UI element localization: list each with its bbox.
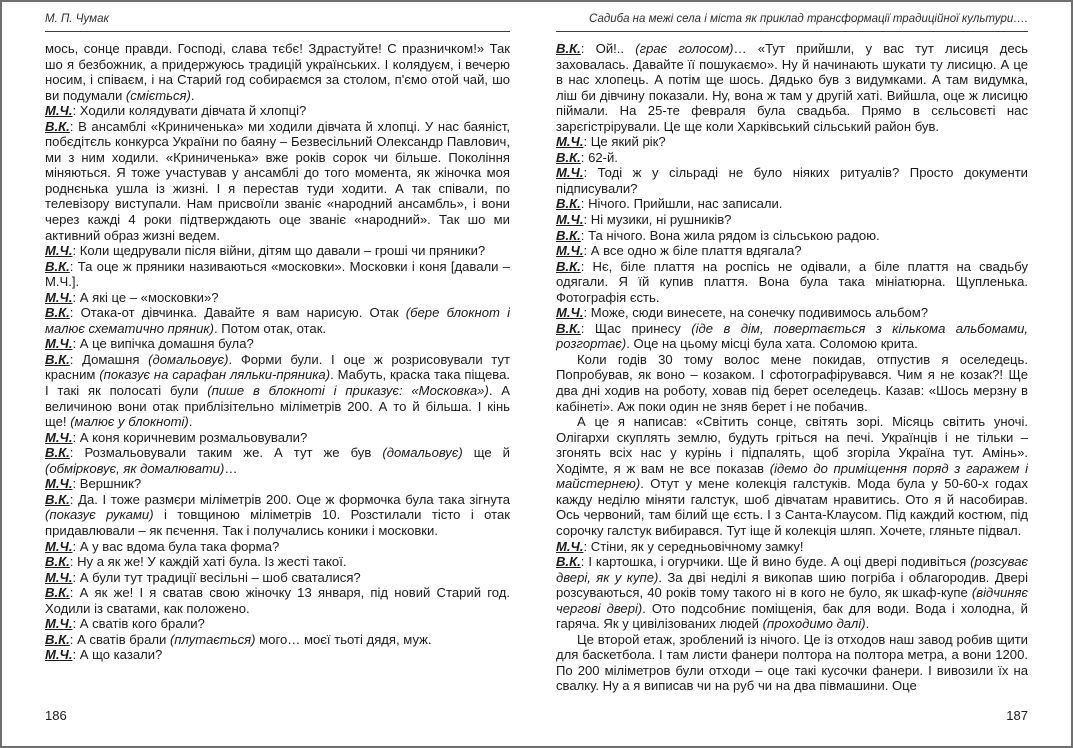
dialogue-text: Отака-от дівчинка. Давайте я вам нарисую. Отак <box>80 305 406 321</box>
paragraph: М.Ч.: Ходили колядувати дівчата й хлопці? <box>45 103 307 119</box>
dialogue-text: А були тут традиції весільні – шоб сваталися? <box>79 569 361 585</box>
paragraph: В.К.: А як же! І я сватав свою жіночку 13 января, під новий Старий год. Ходили із сватами, как положено. <box>45 585 510 616</box>
dialogue-text: А як же! І я сватав свою жіночку 13 января, під новий Старий год. Ходили із сватами, как положено. <box>45 585 510 616</box>
paragraph: В.К.: Да. І тоже размєри міліметрів 200. Оце ж формочка була така зігнута (показує руками) і товщиною міліметрів 10. Розстилали тісто і отак придавлювали – як пєчення. Так і получались коники і московки. <box>45 491 510 538</box>
dialogue-text: і товщиною міліметрів 10. Розстилали тісто і отак придавлювали – як пєчення. Так і получались коники і московки. <box>45 507 510 538</box>
paragraph: В.К.: Та оце ж пряники називаються «московки». Московки і коня [давали – М.Ч.]. <box>45 258 510 290</box>
dialogue-text: А сватів брали <box>77 631 170 647</box>
speaker-label: М.Ч. <box>556 134 584 150</box>
dialogue-text: Коли годів 30 тому волос мене покидав, отпустив я оселедець. Попробував, як воно – козаком. І сфотографірувався. Чим я не козак?! Ще два дні ходив на роботу, ховав під берет оселедець. Казав: «Шось мерзну в кабінеті». Аж поки один не зняв берет і не побачив. <box>556 351 1028 414</box>
running-head-left <box>45 13 510 32</box>
running-head-right <box>556 13 1028 32</box>
dialogue-text: Це який рік? <box>590 134 666 150</box>
paragraph: В.К.: І картошка, і огурчики. Ще й вино буде. А оці двері подивіться (розсуває двері, як у купе). За дві неділі я викопав шию погріба і облагородив. Двері розсуваються, 40 років тому такого ні в кого не було, як шкаф-купе (відчиняє чергові двері). Ото подсобниє поміщенія, бак для води. Вода і холодна, й гаряча. Як у цивілізованих людей (проходимо далі). <box>556 554 1028 632</box>
speaker-label: В.К. <box>556 227 581 243</box>
dialogue-text: . Оце на цьому місці була хата. Соломою крита. <box>626 336 918 352</box>
speaker-label: В.К. <box>556 320 581 336</box>
dialogue-text: В ансамблі «Криниченька» ми ходили дівчата й хлопці. У нас баяніст, побєдітєль конкурса України по баяну – Безвесільний Олександр Павлович, ми з ним ходили. «Криниченька» вже років сорок чи більше. Покоління міняються. Я тоже участував у ансамблі до того момента, як жіночка моя роднєнька ушла із жизні. І я перестав туди ходити. А так співали, по телевізору виступали. Нам присвоїли званіє «народний ансамбль», і вони через кажді 4 роки підтверждають оце званіє «народний». Так шо ми активний образ жизні ведем. <box>45 118 510 243</box>
stage-direction: (проходимо далі) <box>762 616 866 632</box>
stage-direction: (бере блокнот і малює схематично пряник) <box>45 305 510 336</box>
running-head-article-title: Садиба на межі села і міста як приклад трансформації традиційної культури…. <box>589 13 1028 25</box>
dialogue-text: Да. І тоже размєри міліметрів 200. Оце ж формочка була така зігнута <box>78 491 510 507</box>
speaker-label: М.Ч. <box>556 305 584 321</box>
speaker-label: В.К. <box>45 258 70 274</box>
stage-direction: (пише в блокноті і приказує: «Московка») <box>207 383 489 399</box>
speaker-label: М.Ч. <box>45 476 73 492</box>
dialogue-text: . За дві неділі я викопав шию погріба і облагородив. Двері розсуваються, 40 років тому такого ні в кого не було, як шкаф-купе <box>556 569 1028 601</box>
stage-direction: (домальовує) <box>148 351 229 367</box>
paragraph: М.Ч.: Ні музики, ні рушників? <box>556 212 732 228</box>
running-head-author: М. П. Чумак <box>45 13 109 25</box>
dialogue-text: Ні музики, ні рушників? <box>590 212 732 228</box>
paragraph: В.К.: Нє, біле плаття на роспісь не одівали, а біле плаття на свадьбу одягали. Я їй купив плаття. Вона була така мініатюрна. Щупленька. Фотографія єсть. <box>556 258 1028 305</box>
dialogue-text: . <box>190 87 195 103</box>
dialogue-text: . Отут у мене колекція галстуків. Мода була у 50-60-х годах кажду неділю міняти галстук, шоб дівчатам нравитись. Ото я й насобирав. Ось червоний, там білий ще єсть. І з Санта-Клаусом. Під каждий костюм, під сорочку галстук вибирався. Тут іще й колекція шляп. Хочете, гляньте підвал. <box>556 476 1028 538</box>
paragraph: В.К.: Нічого. Прийшли, нас записали. <box>556 196 783 212</box>
paragraph: В.К.: Отака-от дівчинка. Давайте я вам нарисую. Отак (бере блокнот і малює схематично пряник). Потом отак, отак. <box>45 305 510 336</box>
dialogue-text: . Мабуть, краска така піщева. І такі як полосаті були <box>45 367 510 399</box>
dialogue-text: . А величиною вони отак приблізітельно міліметрів 200. А то й більша. І кінь ще! <box>45 383 510 430</box>
stage-direction: (відчиняє чергові двері) <box>556 585 1028 616</box>
paragraph: М.Ч.: А коня коричневим розмальовували? <box>45 429 308 445</box>
paragraph: В.К.: Розмальовували таким же. А тут же був (домальовує) ще й (обмірковує, як домалювати)… <box>45 445 510 476</box>
dialogue-text: А коня коричневим розмальовували? <box>79 429 308 445</box>
paragraph: М.Ч.: Стіни, як у середньовічному замку! <box>556 538 804 554</box>
dialogue-text: 62-й. <box>588 149 618 165</box>
stage-direction: (ідемо до приміщення поряд з гаражем і майстернею) <box>556 460 1028 492</box>
speaker-label: М.Ч. <box>45 336 73 352</box>
speaker-label: М.Ч. <box>45 243 73 259</box>
speaker-label: М.Ч. <box>45 103 73 119</box>
paragraph: В.К.: Домашня (домальовує). Форми були. І оце ж розрисовували тут красним (показує на сарафан ляльки-пряника). Мабуть, краска така піщева. І такі як полосаті були (пише в блокноті і приказує: «Московка»). А величиною вони отак приблізітельно міліметрів 200. А то й більша. І кінь ще! (малює у блокноті). <box>45 351 510 430</box>
speaker-label: В.К. <box>556 196 581 212</box>
dialogue-text: Домашня <box>82 351 149 367</box>
paragraph: М.Ч.: А це випічка домашня була? <box>45 336 254 352</box>
dialogue-text: мого… моєї тьоті дядя, муж. <box>255 631 432 647</box>
dialogue-text: Ну а як же! У каждій хаті була. Із жесті такої. <box>77 554 347 570</box>
dialogue-text: А це випічка домашня була? <box>79 336 254 352</box>
paragraph: М.Ч.: А у вас вдома була така форма? <box>45 538 280 554</box>
paragraph: М.Ч.: А що казали? <box>45 647 163 663</box>
paragraph: В.К.: 62-й. <box>556 149 618 165</box>
dialogue-text: Вершник? <box>79 476 142 492</box>
dialogue-text: . Ото подсобниє поміщенія, бак для води. Вода і холодна, й гаряча. Як у цивілізованих людей <box>556 600 1028 632</box>
paragraph: В.К.: Та нічого. Вона жила рядом із сільською радою. <box>556 227 880 243</box>
dialogue-text: Розмальовували таким же. А тут же був <box>84 445 383 461</box>
dialogue-text: Це второй етаж, зроблений із нічого. Це із отходов наш завод робив щити для баскетбола. І там листи фанери полтора на полтора метра, а вони 1200. По 200 міліметров були отходи – оце такі кусочки фанери. І вивозили їх на свалку. Ну а я виписав чи на руб чи на два півмашини. Оце <box>556 631 1028 693</box>
page-right <box>536 2 1071 746</box>
speaker-label: В.К. <box>45 585 70 601</box>
page-number-right: 187 <box>1006 708 1028 723</box>
paragraph <box>556 632 1028 693</box>
dialogue-text: Ходили колядувати дівчата й хлопці? <box>79 103 307 119</box>
speaker-label: В.К. <box>556 41 581 56</box>
paragraph: В.К.: А сватів брали (плутається) мого… моєї тьоті дядя, муж. <box>45 631 432 647</box>
stage-direction: (іде в дім, повертається з кількома альбомами, розгортає) <box>556 320 1028 352</box>
dialogue-text: Та нічого. Вона жила рядом із сільською радою. <box>588 227 880 243</box>
speaker-label: В.К. <box>45 445 70 461</box>
speaker-label: М.Ч. <box>45 289 73 305</box>
stage-direction: (обмірковує, як домалювати) <box>45 460 225 476</box>
dialogue-text: А у вас вдома була така форма? <box>79 538 280 554</box>
dialogue-text: А що казали? <box>79 647 163 663</box>
stage-direction: (розсуває двері, як у купе) <box>556 554 1028 585</box>
dialogue-text: ще й <box>462 445 510 461</box>
speaker-label: М.Ч. <box>556 165 584 181</box>
speaker-label: В.К. <box>45 631 70 647</box>
dialogue-text: … «Тут прийшли, у вас тут лисиця десь заховалась. Давайте її пошукаємо». Ну й начинають шукати ту лисицю. А це в нас хлопець. А потім ще шось. Дядько був з видумками. А там видумка, ліш би дівчину показали. Ну, вона ж там у другій хаті. Вийшла, оце ж лисицю піймали. На 25-те февраля була свадьба. Прямо в сєльсовєті нас зарєгістрірували. Це ще коли Харківський сільський район був. <box>556 41 1028 134</box>
stage-direction: (показує на сарафан ляльки-пряника) <box>99 367 331 383</box>
dialogue-text: . Потом отак, отак. <box>213 320 327 336</box>
dialogue-text: Може, сюди винесете, на сонечку подивимось альбом? <box>590 305 929 321</box>
paragraph: М.Ч.: Вершник? <box>45 476 142 492</box>
dialogue-text: . <box>865 616 870 632</box>
stage-direction: (показує руками) <box>45 507 154 523</box>
dialogue-text: А сватів кого брали? <box>79 616 205 632</box>
paragraph <box>556 352 1028 414</box>
page-number-left: 186 <box>45 708 67 723</box>
paragraph: М.Ч.: Це який рік? <box>556 134 666 150</box>
paragraph: М.Ч.: А які це – «московки»? <box>45 289 219 305</box>
dialogue-text: Тоді ж у сільраді не було ніяких ритуалів? Просто документи підписували? <box>556 165 1028 196</box>
page-body-right <box>556 41 1028 693</box>
paragraph: М.Ч.: Тоді ж у сільраді не було ніяких ритуалів? Просто документи підписували? <box>556 165 1028 196</box>
page-body-left <box>45 41 510 693</box>
speaker-label: М.Ч. <box>556 538 584 554</box>
dialogue-text: . Форми були. І оце ж розрисовували тут красним <box>45 351 510 383</box>
dialogue-text: Стіни, як у середньовічному замку! <box>590 538 804 554</box>
dialogue-text: Щас принесу <box>594 320 692 336</box>
speaker-label: В.К. <box>45 305 70 321</box>
paragraph <box>556 414 1028 538</box>
dialogue-text: … <box>224 460 238 476</box>
stage-direction: (грає голосом) <box>635 41 734 56</box>
paragraph: М.Ч.: А все одно ж біле плаття вдягала? <box>556 243 802 259</box>
speaker-label: М.Ч. <box>556 243 584 259</box>
dialogue-text: А які це – «московки»? <box>79 289 219 305</box>
speaker-label: В.К. <box>556 554 581 570</box>
dialogue-text: мось, сонце правди. Господі, слава тєбє! Здрастуйте! С празничком!» Так шо я безбожник, а придержуюсь традицій українських. І колядуєм, і вечерю носим, і співаєм, і на Старий год собираємся за столом, п'ємо отой чай, шо ви подумали <box>45 41 510 103</box>
paragraph <box>45 41 510 103</box>
speaker-label: М.Ч. <box>45 429 73 445</box>
speaker-label: В.К. <box>45 491 70 507</box>
paragraph: В.К.: Ну а як же! У каждій хаті була. Із жесті такої. <box>45 554 347 570</box>
stage-direction: (малює у блокноті) <box>70 414 189 430</box>
speaker-label: М.Ч. <box>45 538 73 554</box>
speaker-label: М.Ч. <box>45 647 73 663</box>
speaker-label: В.К. <box>556 149 581 165</box>
dialogue-text: І картошка, і огурчики. Ще й вино буде. А оці двері подивіться <box>588 554 971 570</box>
speaker-label: В.К. <box>45 351 70 367</box>
paragraph: В.К.: Ой!.. (грає голосом)… «Тут прийшли, у вас тут лисиця десь заховалась. Давайте її пошукаємо». Ну й начинають шукати ту лисицю. А це в нас хлопець. А потім ще шось. Дядько був з видумками. А там видумка, ліш би дівчину показали. Ну, вона ж там у другій хаті. Вийшла, оце ж лисицю піймали. На 25-те февраля була свадьба. Прямо в сєльсовєті нас зарєгістрірували. Це ще коли Харківський сільський район був. <box>556 41 1028 134</box>
page-left <box>2 2 536 746</box>
paragraph: М.Ч.: А сватів кого брали? <box>45 616 205 632</box>
speaker-label: В.К. <box>45 118 70 134</box>
speaker-label: В.К. <box>45 554 70 570</box>
stage-direction: (домальовує) <box>382 445 463 461</box>
speaker-label: В.К. <box>556 258 581 274</box>
dialogue-text: А це я написав: «Світить сонце, світять зорі. Місяць світить уночі. Олігархи скуплять землю, будуть гріться на печі. Українців і не тільки – згонять всіх нас у курінь і підпалять, щоб згоріла Україна тут. Амінь». Ходімте, я ж вам не все показав <box>556 414 1028 476</box>
paragraph: В.К.: Щас принесу (іде в дім, повертається з кількома альбомами, розгортає). Оце на цьому місці була хата. Соломою крита. <box>556 320 1028 352</box>
speaker-label: М.Ч. <box>45 569 73 585</box>
stage-direction: (сміється) <box>125 87 191 103</box>
dialogue-text: А все одно ж біле плаття вдягала? <box>590 243 802 259</box>
dialogue-text: Коли щедрували після війни, дітям що давали – гроші чи пряники? <box>79 243 486 259</box>
speaker-label: М.Ч. <box>556 212 584 228</box>
dialogue-text: Нє, біле плаття на роспісь не одівали, а біле плаття на свадьбу одягали. Я їй купив плаття. Вона була така мініатюрна. Щупленька. Фотографія єсть. <box>556 258 1028 305</box>
paragraph: В.К.: В ансамблі «Криниченька» ми ходили дівчата й хлопці. У нас баяніст, побєдітєль конкурса України по баяну – Безвесільний Олександр Павлович, ми з ним ходили. «Криниченька» вже років сорок чи більше. Покоління міняються. Я тоже участував у ансамблі до того момента, як жіночка моя роднєнька ушла із жизні. І я перестав туди ходити. А так співали, по телевізору виступали. Нам присвоїли званіє «народний ансамбль», і вони через кажді 4 роки підтверждають оце званіє «народний». Так шо ми активний образ жизні ведем. <box>45 118 510 243</box>
dialogue-text: Ой!.. <box>595 41 636 56</box>
paragraph: М.Ч.: А були тут традиції весільні – шоб сваталися? <box>45 569 361 585</box>
paragraph: М.Ч.: Коли щедрували після війни, дітям що давали – гроші чи пряники? <box>45 243 486 259</box>
stage-direction: (плутається) <box>169 631 256 647</box>
dialogue-text: Нічого. Прийшли, нас записали. <box>588 196 783 212</box>
speaker-label: М.Ч. <box>45 616 73 632</box>
dialogue-text: . <box>188 414 193 430</box>
paragraph: М.Ч.: Може, сюди винесете, на сонечку подивимось альбом? <box>556 305 929 321</box>
dialogue-text: Та оце ж пряники називаються «московки». Московки і коня [давали – М.Ч.]. <box>45 258 510 290</box>
